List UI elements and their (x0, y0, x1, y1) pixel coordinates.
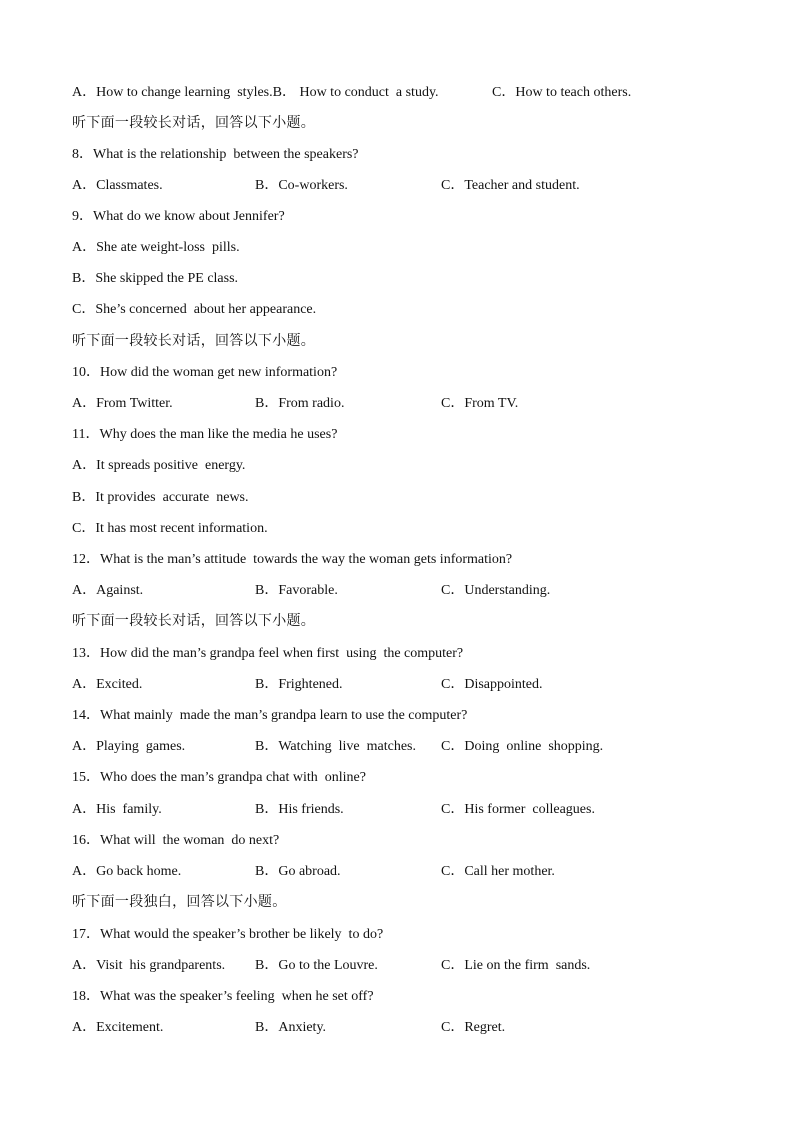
question-stem: 15．Who does the man’s grandpa chat with online? (72, 770, 366, 785)
options-row (72, 1019, 732, 1109)
option-b: B．Co-workers. (255, 178, 348, 193)
question-stem: 9．What do we know about Jennifer? (72, 209, 285, 224)
option-c: C．From TV. (441, 396, 519, 411)
option-a: A．It spreads positive energy. (72, 458, 246, 473)
option-c: C．She’s concerned about her appearance. (72, 302, 317, 317)
question-stem: 11．Why does the man like the media he uses? (72, 427, 338, 442)
option-c: C．His former colleagues. (441, 802, 595, 817)
option-b: B．From radio. (255, 396, 345, 411)
option-c: C．Regret. (441, 1020, 506, 1035)
question-stem: 13．How did the man’s grandpa feel when first using the computer? (72, 646, 464, 661)
question-stem: 16．What will the woman do next? (72, 833, 280, 848)
section-heading: 听下面一段较长对话，回答以下小题。 (72, 115, 316, 131)
option-b: B．It provides accurate news. (72, 490, 249, 505)
option-a: A．She ate weight-loss pills. (72, 240, 240, 255)
option-a: A．Playing games. (72, 739, 186, 754)
question-stem: 18．What was the speaker’s feeling when he set off? (72, 989, 374, 1004)
option-b: B．She skipped the PE class. (72, 271, 239, 286)
option-b: B．Anxiety. (255, 1020, 327, 1035)
question-stem: 17．What would the speaker’s brother be likely to do? (72, 927, 384, 942)
section-heading: 听下面一段较长对话，回答以下小题。 (72, 333, 316, 349)
q7-option-c: C．How to teach others. (492, 85, 632, 100)
option-c: C．Doing online shopping. (441, 739, 604, 754)
q7-option-a-b: A．How to change learning styles.B． How to conduct a study. (72, 85, 439, 100)
option-c: C．Call her mother. (441, 864, 555, 879)
option-a: A．Classmates. (72, 178, 163, 193)
option-c: C．Understanding. (441, 583, 551, 598)
option-a: A．Excited. (72, 677, 143, 692)
option-a: A．Against. (72, 583, 144, 598)
option-c: C．Disappointed. (441, 677, 543, 692)
section-heading: 听下面一段较长对话，回答以下小题。 (72, 613, 316, 629)
option-b: B．Go to the Louvre. (255, 958, 378, 973)
option-a: A．Visit his grandparents. (72, 958, 226, 973)
option-b: B．Frightened. (255, 677, 343, 692)
option-b: B．Favorable. (255, 583, 338, 598)
option-c: C．Teacher and student. (441, 178, 580, 193)
section-heading: 听下面一段独白，回答以下小题。 (72, 894, 287, 910)
option-a: A．Go back home. (72, 864, 182, 879)
option-a: A．His family. (72, 802, 162, 817)
option-b: B．His friends. (255, 802, 344, 817)
question-stem: 14．What mainly made the man’s grandpa learn to use the computer? (72, 708, 468, 723)
option-a: A．From Twitter. (72, 396, 173, 411)
option-b: B．Watching live matches. (255, 739, 416, 754)
option-c: C．Lie on the firm sands. (441, 958, 591, 973)
option-b: B．Go abroad. (255, 864, 341, 879)
option-a: A．Excitement. (72, 1020, 164, 1035)
option-c: C．It has most recent information. (72, 521, 268, 536)
question-stem: 12．What is the man’s attitude towards the way the woman gets information? (72, 552, 513, 567)
question-stem: 10．How did the woman get new information? (72, 365, 338, 380)
question-stem: 8．What is the relationship between the speakers? (72, 147, 359, 162)
